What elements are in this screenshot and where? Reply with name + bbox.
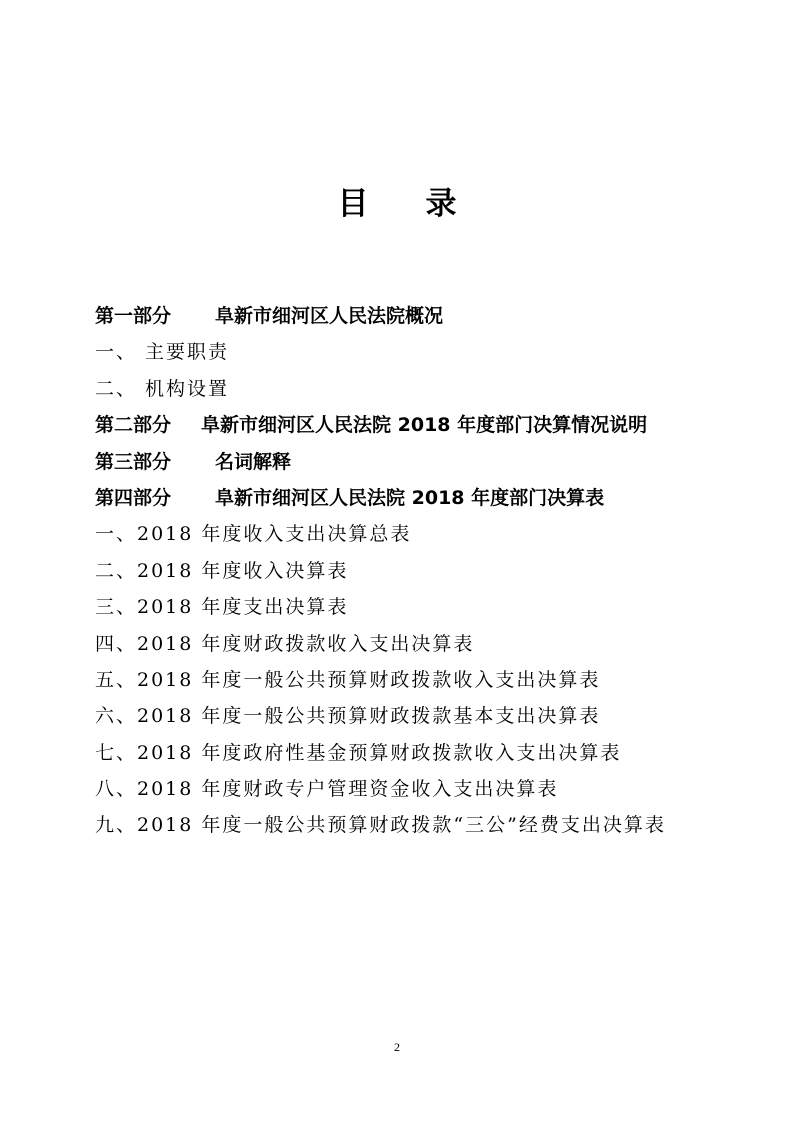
toc-part-1-item-2[interactable] bbox=[95, 371, 735, 407]
toc-part-2-text: 阜新市细河区人民法院 2018 年度部门决算情况说明 bbox=[201, 414, 648, 437]
toc-part-1-item-1[interactable] bbox=[95, 334, 735, 370]
toc-table-9[interactable]: 九、2018 年度一般公共预算财政拨款“三公”经费支出决算表 bbox=[95, 814, 666, 837]
toc-part-2-label: 第二部分 bbox=[95, 414, 172, 437]
toc-table-3[interactable]: 三、2018 年度支出决算表 bbox=[95, 596, 349, 619]
toc-table-2[interactable]: 二、2018 年度收入决算表 bbox=[95, 559, 349, 582]
toc-part-2[interactable] bbox=[95, 407, 735, 443]
toc-part-4-text: 阜新市细河区人民法院 2018 年度部门决算表 bbox=[215, 486, 605, 509]
toc-table-1[interactable]: 一、2018 年度收入支出决算总表 bbox=[95, 523, 412, 546]
page-title bbox=[0, 182, 794, 226]
toc-table-5[interactable]: 五、2018 年度一般公共预算财政拨款收入支出决算表 bbox=[95, 668, 601, 691]
toc-table-4[interactable]: 四、2018 年度财政拨款收入支出决算表 bbox=[95, 632, 475, 655]
toc-part-4[interactable] bbox=[95, 480, 735, 516]
title-char-1: 目 bbox=[337, 186, 369, 222]
toc-item-number: 一、 bbox=[95, 341, 138, 364]
toc-part-4-label: 第四部分 bbox=[95, 486, 172, 509]
toc-table-8[interactable]: 八、2018 年度财政专户管理资金收入支出决算表 bbox=[95, 778, 559, 801]
table-of-contents bbox=[95, 298, 735, 844]
toc-item-number: 二、 bbox=[95, 377, 138, 400]
toc-item-text: 机构设置 bbox=[145, 377, 230, 400]
toc-table-7[interactable]: 七、2018 年度政府性基金预算财政拨款收入支出决算表 bbox=[95, 741, 622, 764]
toc-item-text: 主要职责 bbox=[145, 341, 230, 364]
toc-part-3-label: 第三部分 bbox=[95, 450, 172, 473]
toc-part-1[interactable] bbox=[95, 298, 735, 334]
toc-table-6[interactable]: 六、2018 年度一般公共预算财政拨款基本支出决算表 bbox=[95, 705, 601, 728]
toc-part-3[interactable] bbox=[95, 444, 735, 480]
toc-part-1-text: 阜新市细河区人民法院概况 bbox=[215, 305, 444, 327]
page-number: 2 bbox=[394, 1040, 400, 1054]
toc-part-3-text: 名词解释 bbox=[215, 450, 292, 473]
toc-part-1-label: 第一部分 bbox=[95, 305, 172, 327]
title-char-2: 录 bbox=[425, 186, 457, 222]
